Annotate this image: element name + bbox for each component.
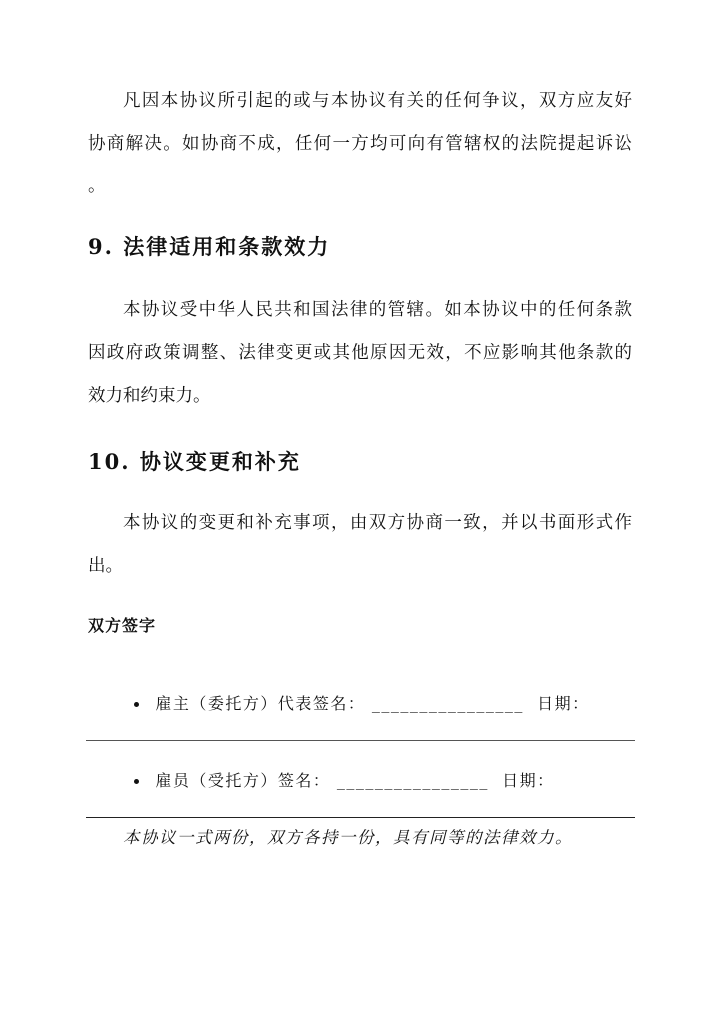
- signature-item-employee: [108, 749, 555, 810]
- bullet-icon: [134, 702, 139, 707]
- signatures-heading: 双方签字: [88, 616, 157, 635]
- divider: [86, 740, 635, 741]
- paragraph-line: 因政府政策调整、法律变更或其他原因无效，不应影响其他条款的: [88, 343, 632, 363]
- paragraph-line: 凡因本协议所引起的或与本协议有关的任何争议，双方应友好: [123, 91, 632, 111]
- section-heading: 9. 法律适用和条款效力: [88, 234, 331, 259]
- paragraph-line: 本协议受中华人民共和国法律的管辖。如本协议中的任何条款: [123, 300, 632, 320]
- paragraph-line: 本协议的变更和补充事项，由双方协商一致，并以书面形式作: [123, 513, 632, 533]
- bullet-icon: [134, 779, 139, 784]
- signature-label: 雇员（受托方）签名： ________________ 日期：: [155, 771, 555, 790]
- paragraph-line: 。: [88, 176, 106, 196]
- signature-item-employer: [108, 672, 590, 733]
- divider: [86, 817, 635, 818]
- paragraph-line: 效力和约束力。: [88, 386, 211, 406]
- section-heading: 10. 协议变更和补充: [88, 449, 301, 474]
- paragraph-line: 出。: [88, 556, 123, 576]
- paragraph-line: 协商解决。如协商不成，任何一方均可向有管辖权的法院提起诉讼: [88, 134, 632, 154]
- signature-label: 雇主（委托方）代表签名： ________________ 日期：: [155, 694, 590, 713]
- closing-note: 本协议一式两份，双方各持一份，具有同等的法律效力。: [123, 828, 573, 847]
